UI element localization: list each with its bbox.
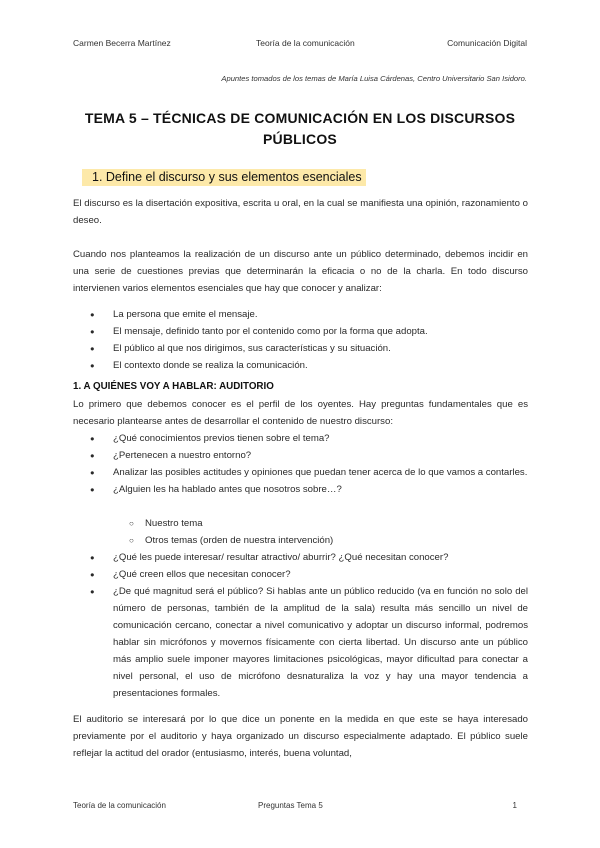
list-item: ● ¿Qué conocimientos previos tienen sobre el tema? (73, 430, 528, 447)
list-item: ● El contexto donde se realiza la comunicación. (73, 357, 528, 374)
list-item: ● ¿Pertenecen a nuestro entorno? (73, 447, 528, 464)
topic-sublist (73, 515, 528, 549)
list-item: ● ¿De qué magnitud será el público? Si hablas ante un público reducido (va en función no solo del número de personas, también de la amplitud de la sala) resulta más sencillo un nivel de comunicación cercano, conectar a nivel comunicativo y adoptar un discurso informal, podremos hablar sin micrófonos y movernos físicamente con cierta libertad. Un discurso ante un público más amplio suele imponer mayores limitaciones psicológicas, mayor dificultad para conectar a nivel personal, el uso de micrófono desnaturaliza la voz y hay una mayor tendencia a presentaciones formales. (73, 583, 528, 702)
list-item: ● La persona que emite el mensaje. (73, 306, 528, 323)
list-item: ● Analizar las posibles actitudes y opiniones que puedan tener acerca de lo que vamos a contarles. (73, 464, 528, 481)
subsection-heading: 1. A QUIÉNES VOY A HABLAR: AUDITORIO (73, 381, 274, 392)
paragraph-elements-intro: Cuando nos planteamos la realización de un discurso ante un público determinado, debemos incidir en una serie de cuestiones previas que determinarán la eficacia o no de la charla. En todo discurso intervienen varios elementos esenciales que hay que conocer y analizar: (73, 249, 528, 294)
list-item: ● El mensaje, definido tanto por el contenido como por la forma que adopta. (73, 323, 528, 340)
questions-list (73, 430, 528, 498)
list-item: ● El público al que nos dirigimos, sus características y su situación. (73, 340, 528, 357)
questions-list-continued (73, 549, 528, 702)
header-subject: Teoría de la comunicación (256, 38, 355, 48)
list-item: ● ¿Alguien les ha hablado antes que nosotros sobre…? (73, 481, 528, 498)
elements-list (73, 306, 528, 374)
header-author: Carmen Becerra Martínez (73, 38, 171, 48)
paragraph-closing: El auditorio se interesará por lo que dice un ponente en la medida en que este se haya interesado previamente por el auditorio y haya organizado un discurso especialmente adaptado. El público suele reflejar la actitud del orador (entusiasmo, interés, buena voluntad, (73, 714, 528, 759)
source-note: Apuntes tomados de los temas de María Luisa Cárdenas, Centro Universitario San Isidoro. (221, 74, 527, 83)
list-item: ● ¿Qué les puede interesar/ resultar atractivo/ aburrir? ¿Qué necesitan conocer? (73, 549, 528, 566)
page-number: 1 (512, 801, 517, 810)
footer-subject: Teoría de la comunicación (73, 801, 166, 810)
paragraph-definition: El discurso es la disertación expositiva, escrita u oral, en la cual se manifiesta una opinión, razonamiento o deseo. (73, 198, 528, 226)
list-item: ○ Nuestro tema (73, 515, 528, 532)
header-degree: Comunicación Digital (447, 38, 527, 48)
page-title: TEMA 5 – TÉCNICAS DE COMUNICACIÓN EN LOS DISCURSOS PÚBLICOS (84, 110, 516, 147)
footer-document: Preguntas Tema 5 (258, 801, 323, 810)
section-heading: 1. Define el discurso y sus elementos esenciales (82, 169, 366, 186)
list-item: ● ¿Qué creen ellos que necesitan conocer? (73, 566, 528, 583)
paragraph-audience-intro: Lo primero que debemos conocer es el perfil de los oyentes. Hay preguntas fundamentales que es necesario plantearse antes de desarrollar el contenido de nuestro discurso: (73, 399, 528, 427)
list-item: ○ Otros temas (orden de nuestra intervención) (73, 532, 528, 549)
